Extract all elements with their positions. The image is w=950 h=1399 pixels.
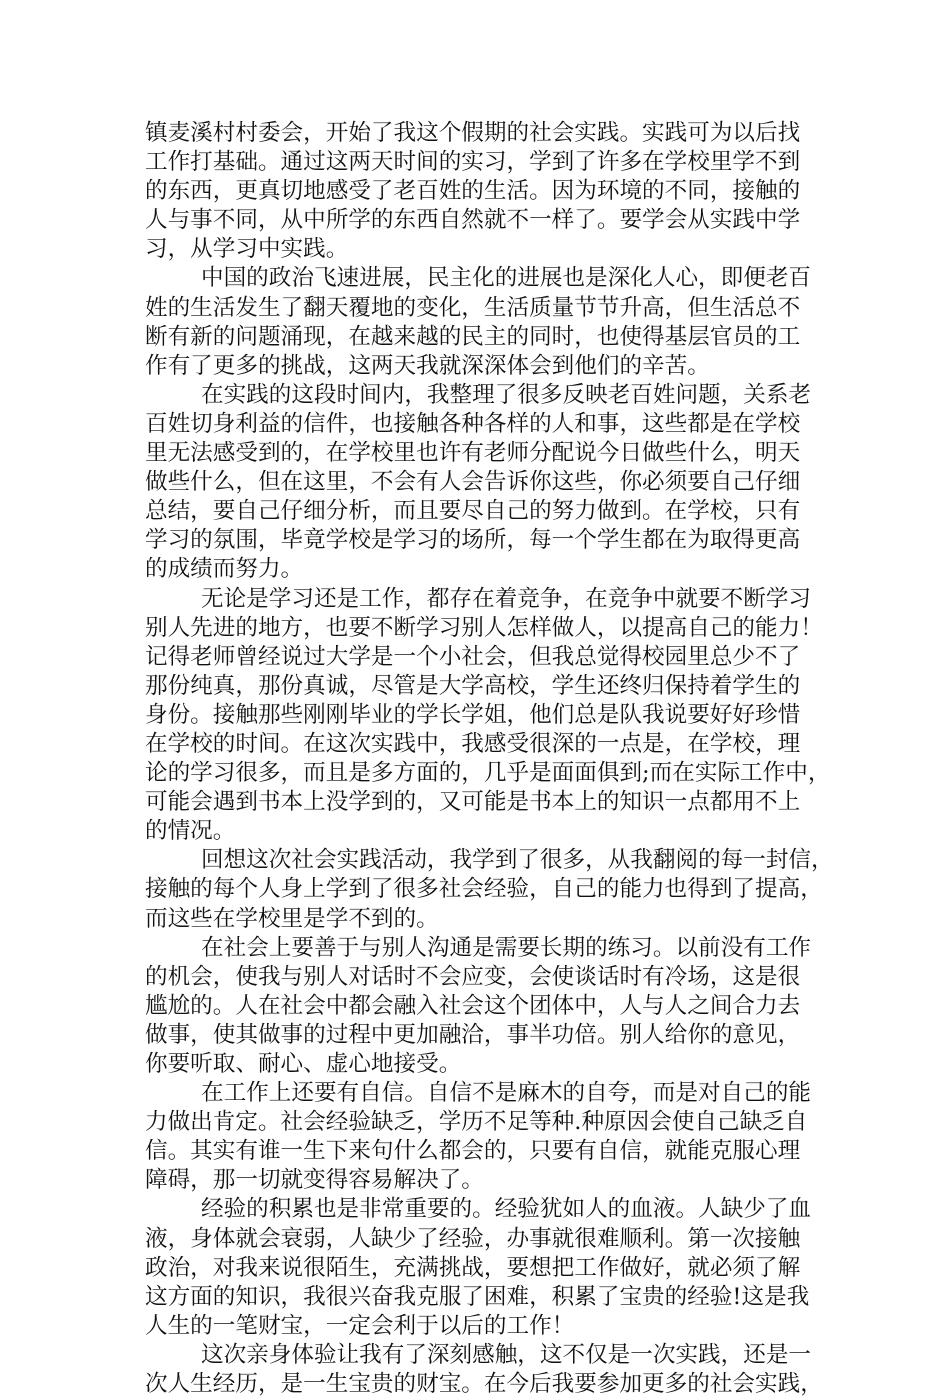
- line-text: 尴尬的。人在社会中都会融入社会这个团体中，人与人之间合力去: [145, 992, 801, 1019]
- line-text: 信。其实有谁一生下来句什么都会的，只要有自信，就能克服心理: [145, 1138, 801, 1165]
- line-text: 在实践的这段时间内，我整理了很多反映老百姓问题，关系老: [201, 381, 812, 408]
- line-text: 做事，使其做事的过程中更加融洽，事半功倍。别人给你的意见，: [145, 1021, 801, 1048]
- line-text: 中国的政治飞速进展，民主化的进展也是深化人心，即便老百: [201, 265, 812, 292]
- line-text: 的成绩而努力。: [145, 556, 304, 583]
- text-line: [145, 730, 825, 759]
- text-line: [145, 206, 825, 235]
- text-line: [145, 555, 825, 584]
- line-text: 那份纯真，那份真诚，尽管是大学高校，学生还终归保持着学生的: [145, 672, 801, 699]
- text-line: [145, 439, 825, 468]
- text-line: [145, 235, 825, 264]
- text-line: [145, 701, 825, 730]
- line-text: 的机会，使我与别人对话时不会应变，会使谈话时有冷场，这是很: [145, 963, 801, 990]
- text-line: [145, 1195, 825, 1224]
- text-line: [145, 1079, 825, 1108]
- text-line: [145, 526, 825, 555]
- document-body: [145, 119, 834, 1399]
- line-text: 而这些在学校里是学不到的。: [145, 905, 439, 932]
- text-line: [145, 846, 834, 875]
- line-text: 政治，对我来说很陌生，充满挑战，要想把工作做好，就必须了解: [145, 1254, 801, 1281]
- line-text: 在学校的时间。在这次实践中，我感受很深的一点是，在学校，理: [145, 730, 801, 757]
- line-text: 断有新的问题涌现，在越来越的民主的同时，也使得基层官员的工: [145, 323, 801, 350]
- paragraph: [145, 1079, 825, 1195]
- line-text: 经验的积累也是非常重要的。经验犹如人的血液。人缺少了血: [201, 1196, 812, 1223]
- text-line: [145, 1050, 825, 1079]
- line-text: 可能会遇到书本上没学到的，又可能是书本上的知识一点都用不上: [145, 789, 801, 816]
- line-text: 姓的生活发生了翻天覆地的变化，生活质量节节升高，但生活总不: [145, 294, 801, 321]
- text-line: [145, 410, 825, 439]
- text-line: [145, 905, 825, 934]
- paragraph: [145, 381, 825, 585]
- text-line: [145, 643, 825, 672]
- line-text: 在工作上还要有自信。自信不是麻木的自夸，而是对自己的能: [201, 1080, 812, 1107]
- text-line: [145, 148, 825, 177]
- paragraph: [145, 1195, 825, 1340]
- line-text: 论的学习很多，而且是多方面的，几乎是面面俱到;而在实际工作中，: [145, 760, 831, 787]
- text-line: [145, 468, 825, 497]
- text-line: [145, 1021, 825, 1050]
- text-line: [145, 381, 825, 410]
- text-line: [145, 1166, 825, 1195]
- line-text: 做些什么，但在这里，不会有人会告诉你这些，你必须要自己仔细: [145, 469, 801, 496]
- line-text: 人与事不同，从中所学的东西自然就不一样了。要学会从实践中学: [145, 207, 801, 234]
- text-line: [145, 177, 825, 206]
- line-text: 总结，要自己仔细分析，而且要尽自己的努力做到。在学校，只有: [145, 498, 801, 525]
- line-text: 记得老师曾经说过大学是一个小社会，但我总觉得校园里总少不了: [145, 643, 801, 670]
- line-text: 液，身体就会衰弱，人缺少了经验，办事就很难顺利。第一次接触: [145, 1225, 801, 1252]
- text-line: [145, 614, 825, 643]
- paragraph: [145, 1341, 825, 1399]
- line-text: 在社会上要善于与别人沟通是需要长期的练习。以前没有工作: [201, 934, 812, 961]
- text-line: [145, 1283, 825, 1312]
- text-line: [145, 672, 825, 701]
- line-text: 无论是学习还是工作，都存在着竞争，在竞争中就要不断学习: [201, 585, 812, 612]
- line-text: 的东西，更真切地感受了老百姓的生活。因为环境的不同，接触的: [145, 178, 801, 205]
- line-text: 镇麦溪村村委会，开始了我这个假期的社会实践。实践可为以后找: [145, 120, 801, 146]
- paragraph: [145, 119, 825, 264]
- text-line: [145, 264, 825, 293]
- text-line: [145, 585, 825, 614]
- text-line: [145, 352, 825, 381]
- text-line: [145, 119, 825, 148]
- line-text: 别人先进的地方，也要不断学习别人怎样做人，以提高自己的能力！: [145, 614, 823, 641]
- paragraph: [145, 934, 825, 1079]
- line-text: 习，从学习中实践。: [145, 236, 349, 263]
- line-text: 接触的每个人身上学到了很多社会经验，自己的能力也得到了提高，: [145, 876, 823, 903]
- line-text: 工作打基础。通过这两天时间的实习，学到了许多在学校里学不到: [145, 149, 801, 176]
- text-line: [145, 497, 825, 526]
- line-text: 人生的一笔财宝，一定会利于以后的工作！: [145, 1312, 575, 1339]
- line-text: 你要听取、耐心、虚心地接受。: [145, 1051, 462, 1077]
- text-line: [145, 323, 825, 352]
- paragraph: [145, 585, 831, 847]
- text-line: [145, 1225, 825, 1254]
- paragraph: [145, 846, 834, 933]
- text-line: [145, 817, 825, 846]
- line-text: 回想这次社会实践活动，我学到了很多，从我翻阅的每一封信，: [201, 847, 834, 874]
- text-line: [145, 875, 825, 904]
- line-text: 身份。接触那些刚刚毕业的学长学姐，他们总是队我说要好好珍惜: [145, 701, 801, 728]
- text-line: [145, 1254, 825, 1283]
- line-text: 作有了更多的挑战，这两天我就深深体会到他们的辛苦。: [145, 352, 710, 379]
- line-text: 这方面的知识，我很兴奋我克服了困难，积累了宝贵的经验!这是我: [145, 1283, 810, 1310]
- line-text: 障碍，那一切就变得容易解决了。: [145, 1167, 484, 1194]
- text-line: [145, 934, 825, 963]
- line-text: 百姓切身利益的信件，也接触各种各样的人和事，这些都是在学校: [145, 410, 801, 437]
- line-text: 的情况。: [145, 818, 236, 845]
- line-text: 这次亲身体验让我有了深刻感触，这不仅是一次实践，还是一: [201, 1341, 812, 1368]
- text-line: [145, 1370, 825, 1399]
- paragraph: [145, 264, 825, 380]
- text-line: [145, 294, 825, 323]
- line-text: 力做出肯定。社会经验缺乏，学历不足等种.种原因会使自己缺乏自: [145, 1109, 808, 1136]
- text-line: [145, 992, 825, 1021]
- text-line: [145, 759, 831, 788]
- text-line: [145, 1108, 825, 1137]
- text-line: [145, 963, 825, 992]
- text-line: [145, 1137, 825, 1166]
- text-line: [145, 788, 825, 817]
- line-text: 学习的氛围，毕竟学校是学习的场所，每一个学生都在为取得更高: [145, 527, 801, 554]
- line-text: 次人生经历，是一生宝贵的财宝。在今后我要参加更多的社会实践，: [145, 1371, 823, 1398]
- line-text: 里无法感受到的，在学校里也许有老师分配说今日做些什么，明天: [145, 440, 801, 467]
- text-line: [145, 1312, 825, 1341]
- text-line: [145, 1341, 825, 1370]
